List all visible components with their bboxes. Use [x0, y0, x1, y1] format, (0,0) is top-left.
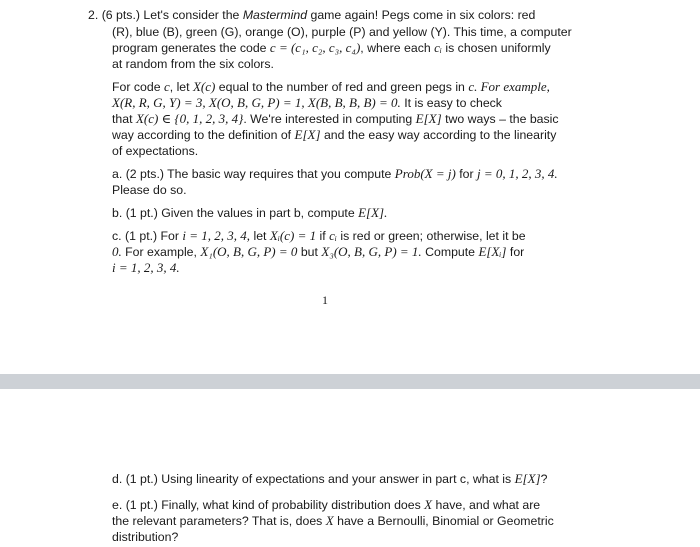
- text: for: [459, 167, 474, 181]
- ci-symbol: cᵢ: [434, 40, 442, 55]
- x3-example: X₃(O, B, G, P) = 1.: [321, 244, 422, 259]
- expectation-xi: E[Xᵢ]: [478, 244, 507, 259]
- zero-value: 0.: [112, 244, 122, 259]
- text: Using linearity of expectations and your answer in part c, what is: [161, 472, 512, 486]
- text: Compute: [425, 245, 476, 259]
- text: For code: [112, 80, 161, 94]
- para2-line-2: [112, 95, 502, 111]
- para2-line-5: of expectations.: [112, 144, 199, 158]
- part-c-line-2: [112, 244, 524, 260]
- part-e-line-2: [112, 513, 554, 529]
- part-e-line-3: distribution?: [112, 530, 179, 544]
- text: way according to the definition of: [112, 128, 292, 142]
- part-c-label: c.: [112, 229, 122, 243]
- part-d-points: (1 pt.): [125, 472, 158, 486]
- text: Finally, what kind of probability distribution does: [161, 498, 421, 512]
- part-d-label: d.: [112, 472, 123, 486]
- text: . We're interested in computing: [243, 112, 413, 126]
- intro-text: game again! Pegs come in six colors: red: [310, 8, 536, 22]
- part-d-line: [112, 471, 547, 487]
- c-symbol: c. For example,: [468, 79, 550, 94]
- text: for: [509, 245, 525, 259]
- text: For example,: [125, 245, 197, 259]
- text: have a Bernoulli, Binomial or Geometric: [337, 514, 554, 528]
- problem-points: (6 pts.): [101, 8, 140, 22]
- part-c-line-1: [112, 228, 526, 244]
- text: let: [253, 229, 267, 243]
- text: have, and what are: [435, 498, 541, 512]
- code-equation: c = (c₁, c₂, c₃, c₄): [269, 40, 361, 55]
- example-equations: X(R, R, G, Y) = 3, X(O, B, G, P) = 1, X(B, B, B, B) = 0.: [112, 95, 401, 110]
- text: is red or green; otherwise, let it be: [340, 229, 526, 243]
- ci-symbol: cᵢ: [329, 228, 337, 243]
- range-set: X(c) ∈ {0, 1, 2, 3, 4}: [135, 111, 244, 126]
- text: It is easy to check: [404, 96, 502, 110]
- text: that: [112, 112, 133, 126]
- part-a-points: (2 pts.): [125, 167, 164, 181]
- c-symbol: c: [163, 79, 170, 94]
- page-2: [0, 389, 700, 547]
- text: program generates the code: [112, 41, 267, 55]
- part-c-line-3: [112, 260, 180, 276]
- x1-example: X₁(O, B, G, P) = 0: [200, 244, 298, 259]
- i-range: i = 1, 2, 3, 4,: [182, 228, 251, 243]
- text: , where each: [360, 41, 431, 55]
- text: equal to the number of red and green pegs in: [218, 80, 465, 94]
- intro-line-2: (R), blue (B), green (G), orange (O), purple (P) and yellow (Y). This time, a computer: [112, 25, 572, 39]
- part-b-label: b.: [112, 206, 123, 220]
- text: but: [300, 245, 318, 259]
- intro-text: Let's consider the: [143, 8, 240, 22]
- text: , let: [169, 80, 190, 94]
- game-name: Mastermind: [242, 8, 308, 22]
- part-c-points: (1 pt.): [125, 229, 158, 243]
- expectation-symbol: E[X].: [358, 205, 388, 220]
- part-a-line-1: [112, 166, 558, 182]
- part-e-points: (1 pt.): [125, 498, 158, 512]
- part-a-label: a.: [112, 167, 123, 181]
- j-range: j = 0, 1, 2, 3, 4.: [477, 166, 558, 181]
- text: Given the values in part b, compute: [161, 206, 355, 220]
- para2-line-1: [112, 79, 550, 95]
- x-symbol: X: [424, 497, 433, 512]
- i-range: i = 1, 2, 3, 4.: [112, 260, 180, 275]
- x-symbol: X: [325, 513, 334, 528]
- text: is chosen uniformly: [445, 41, 551, 55]
- page-number: 1: [322, 293, 328, 307]
- part-e-label: e.: [112, 498, 123, 512]
- page-separator: [0, 374, 700, 389]
- para2-line-4: [112, 127, 556, 143]
- text: if: [319, 229, 326, 243]
- expectation-symbol: E[X]: [415, 111, 442, 126]
- intro-line-3: [112, 40, 551, 56]
- text: The basic way requires that you compute: [167, 167, 392, 181]
- part-e-line-1: [112, 497, 540, 513]
- problem-number: 2.: [88, 8, 99, 22]
- text: and the easy way according to the linearity: [323, 128, 557, 142]
- xc-symbol: X(c): [192, 79, 216, 94]
- text: For: [160, 229, 179, 243]
- expectation-symbol: E[X]: [294, 127, 321, 142]
- expectation-symbol: E[X]: [514, 471, 541, 486]
- part-b-line: [112, 205, 387, 221]
- text: two ways – the basic: [445, 112, 559, 126]
- part-b-points: (1 pt.): [125, 206, 158, 220]
- text: the relevant parameters? That is, does: [112, 514, 323, 528]
- intro-line-4: at random from the six colors.: [112, 57, 274, 71]
- part-a-line-2: Please do so.: [112, 183, 187, 197]
- para2-line-3: [112, 111, 559, 127]
- problem-header-line: [88, 7, 535, 23]
- text: ?: [540, 472, 548, 486]
- prob-expression: Prob(X = j): [394, 166, 456, 181]
- xi-definition: Xᵢ(c) = 1: [269, 228, 317, 243]
